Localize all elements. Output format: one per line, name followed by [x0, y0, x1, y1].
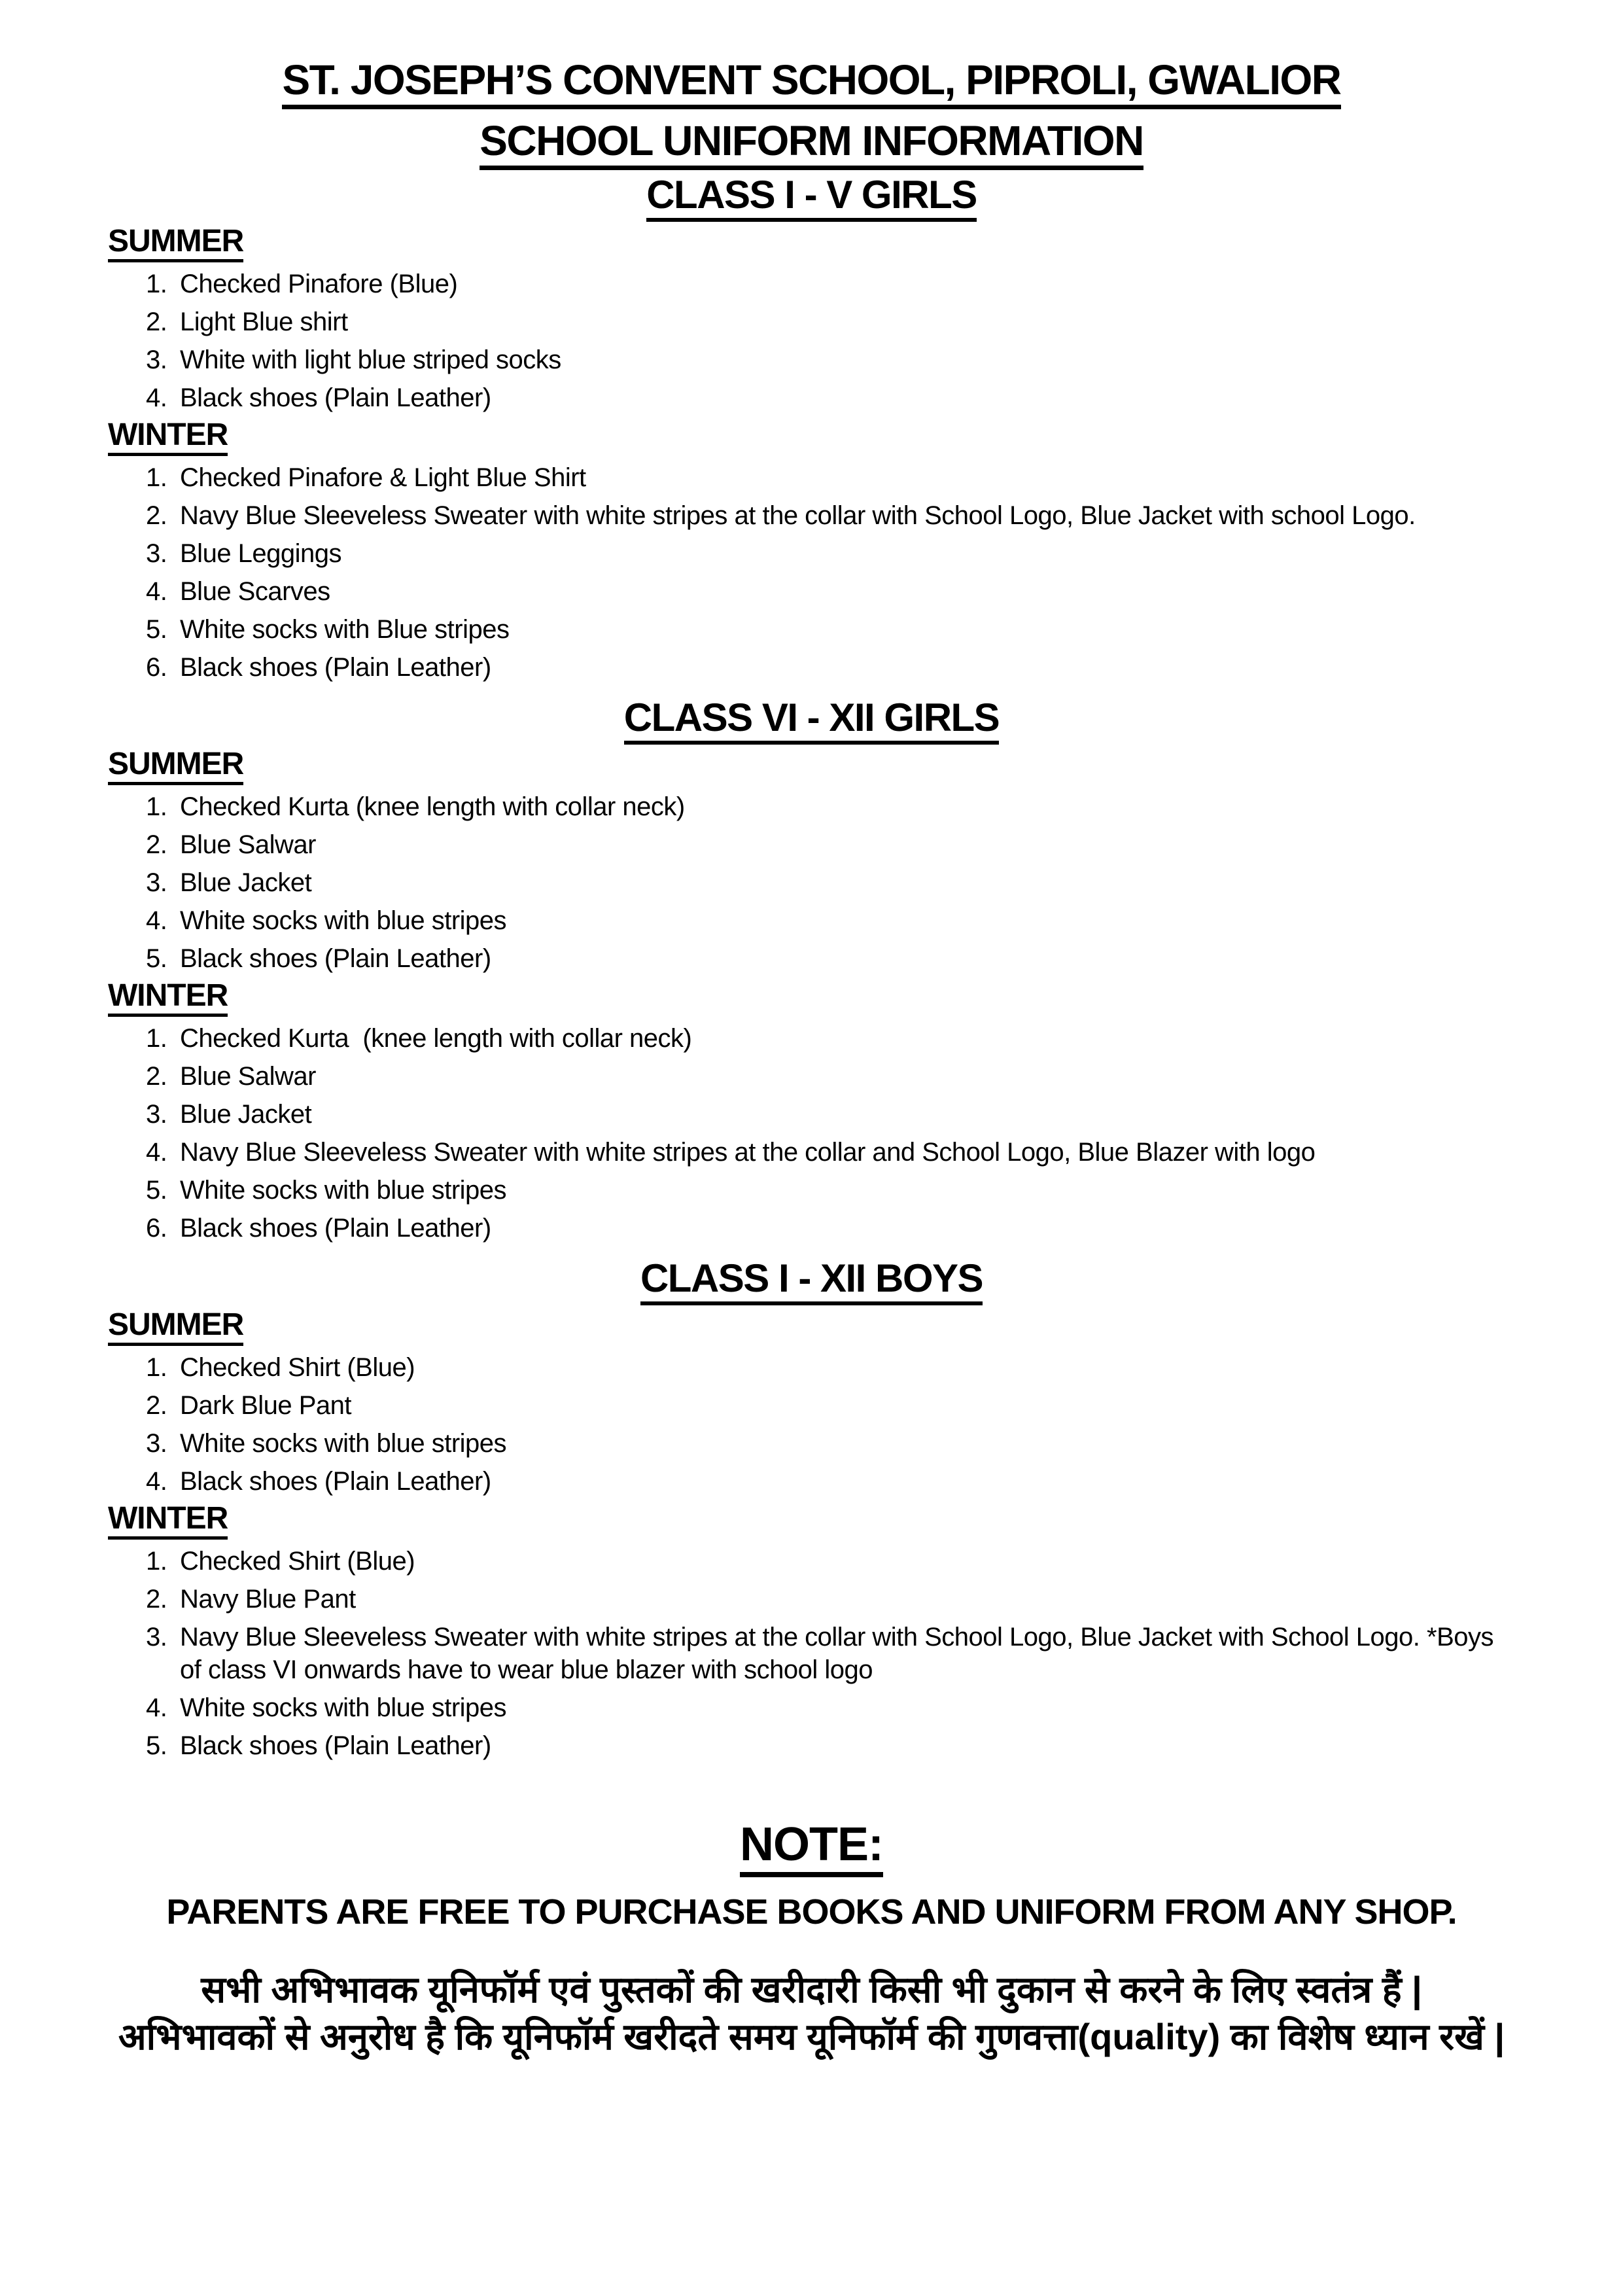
list-item [146, 1212, 1515, 1245]
uniform-list [146, 1022, 1515, 1245]
list-item-text: White socks with blue stripes [180, 1429, 507, 1458]
list-item-text: Blue Salwar [180, 830, 316, 859]
list-item-number: 3. [146, 1429, 167, 1458]
list-item-number: 5. [146, 1176, 167, 1205]
list-item-number: 4. [146, 1467, 167, 1496]
list-item-text: Navy Blue Sleeveless Sweater with white stripes at the collar with School Logo, Blue Jacket with School Logo. *Boys of class VI onwards have to wear blue blazer with school logo [180, 1623, 1501, 1684]
list-item-text: Black shoes (Plain Leather) [180, 1467, 491, 1496]
list-item-text: Black shoes (Plain Leather) [180, 383, 491, 412]
list-item [146, 1351, 1515, 1384]
list-item-text: White socks with blue stripes [180, 1693, 507, 1722]
list-item-text: Blue Jacket [180, 1100, 312, 1129]
season-heading-text: WINTER [108, 419, 228, 456]
list-item-number: 5. [146, 615, 167, 644]
note-parents-line: PARENTS ARE FREE TO PURCHASE BOOKS AND UNIFORM FROM ANY SHOP. [166, 1892, 1457, 1932]
list-item-number: 1. [146, 270, 167, 298]
list-item [146, 344, 1515, 376]
uniform-list [146, 1545, 1515, 1762]
list-item [146, 1691, 1515, 1724]
section-heading-class-6-12-girls [108, 698, 1515, 745]
season-heading-winter [108, 980, 1515, 1017]
list-item-text: Checked Shirt (Blue) [180, 1547, 415, 1576]
list-item-number: 4. [146, 577, 167, 606]
list-item-number: 2. [146, 1391, 167, 1420]
list-item [146, 1098, 1515, 1131]
list-item-text: Black shoes (Plain Leather) [180, 1214, 491, 1243]
list-item-number: 1. [146, 1353, 167, 1382]
section-heading-text: CLASS I - V GIRLS [646, 175, 977, 222]
list-item-text: Checked Shirt (Blue) [180, 1353, 415, 1382]
list-item-number: 2. [146, 1062, 167, 1091]
list-item-number: 6. [146, 1214, 167, 1243]
section-heading-text: CLASS I - XII BOYS [640, 1259, 983, 1305]
list-item-text: Blue Salwar [180, 1062, 316, 1091]
list-item-number: 3. [146, 1623, 167, 1651]
list-item [146, 1621, 1515, 1686]
uniform-list [146, 790, 1515, 975]
list-item [146, 1583, 1515, 1616]
list-item-text: White socks with blue stripes [180, 1176, 507, 1205]
season-heading-text: WINTER [108, 980, 228, 1017]
list-item-number: 1. [146, 1547, 167, 1576]
list-item [146, 1022, 1515, 1055]
season-heading-text: SUMMER [108, 226, 243, 262]
note-hindi-paragraph-2: अभिभावकों से अनुरोध है कि यूनिफॉर्म खरीदते समय यूनिफॉर्म की गुणवत्ता(quality) का विशेष ध्यान रखें | [118, 2016, 1505, 2058]
list-item-text: Black shoes (Plain Leather) [180, 1731, 491, 1760]
list-item [146, 1060, 1515, 1093]
list-item-text: Navy Blue Sleeveless Sweater with white stripes at the collar and School Logo, Blue Blazer with logo [180, 1138, 1316, 1167]
uniform-list [146, 268, 1515, 414]
list-item-text: Black shoes (Plain Leather) [180, 944, 491, 973]
page-subtitle-text: SCHOOL UNIFORM INFORMATION [480, 120, 1143, 170]
list-item-number: 2. [146, 1585, 167, 1614]
list-item [146, 268, 1515, 300]
list-item [146, 1174, 1515, 1207]
list-item [146, 306, 1515, 338]
season-heading-text: SUMMER [108, 749, 243, 785]
list-item-text: Light Blue shirt [180, 308, 348, 336]
note-heading-text: NOTE: [740, 1821, 883, 1877]
list-item-number: 1. [146, 1024, 167, 1053]
list-item-number: 4. [146, 1693, 167, 1722]
list-item-text: White socks with blue stripes [180, 906, 507, 935]
list-item-number: 3. [146, 539, 167, 568]
list-item-text: Navy Blue Pant [180, 1585, 356, 1614]
uniform-list [146, 1351, 1515, 1498]
list-item [146, 613, 1515, 646]
list-item-number: 2. [146, 830, 167, 859]
list-item-text: Blue Leggings [180, 539, 342, 568]
list-item [146, 461, 1515, 494]
list-item [146, 1545, 1515, 1578]
section-heading-class-1-12-boys [108, 1256, 1515, 1305]
list-item-number: 4. [146, 906, 167, 935]
list-item [146, 651, 1515, 684]
season-heading-winter [108, 1503, 1515, 1540]
list-item-number: 5. [146, 944, 167, 973]
list-item-text: Checked Pinafore (Blue) [180, 270, 458, 298]
list-item-number: 2. [146, 501, 167, 530]
list-item [146, 904, 1515, 937]
note-hindi-paragraph-1: सभी अभिभावक यूनिफॉर्म एवं पुस्तकों की खरीदारी किसी भी दुकान से करने के लिए स्वतंत्र हैं | [201, 1969, 1422, 2011]
list-item-text: Checked Kurta (knee length with collar neck) [180, 1024, 692, 1053]
list-item [146, 1427, 1515, 1460]
list-item-text: Dark Blue Pant [180, 1391, 352, 1420]
season-heading-text: SUMMER [108, 1309, 243, 1346]
list-item [146, 381, 1515, 414]
list-item [146, 1389, 1515, 1422]
list-item-text: Blue Jacket [180, 868, 312, 897]
page-subtitle [108, 117, 1515, 170]
list-item-number: 1. [146, 463, 167, 492]
list-item-text: White with light blue striped socks [180, 345, 561, 374]
list-item-number: 4. [146, 1138, 167, 1167]
season-heading-summer [108, 1309, 1515, 1346]
page-title [108, 56, 1515, 109]
list-item [146, 828, 1515, 861]
season-heading-summer [108, 749, 1515, 785]
note-section [108, 1818, 1515, 2060]
list-item-number: 2. [146, 308, 167, 336]
list-item-text: Black shoes (Plain Leather) [180, 653, 491, 682]
list-item-number: 6. [146, 653, 167, 682]
list-item-text: White socks with Blue stripes [180, 615, 510, 644]
list-item [146, 537, 1515, 570]
list-item-number: 1. [146, 792, 167, 821]
list-item-text: Checked Kurta (knee length with collar neck) [180, 792, 685, 821]
list-item [146, 1729, 1515, 1762]
list-item-number: 3. [146, 1100, 167, 1129]
list-item-text: Blue Scarves [180, 577, 330, 606]
note-heading [108, 1818, 1515, 1877]
list-item [146, 499, 1515, 532]
page-title-text: ST. JOSEPH’S CONVENT SCHOOL, PIPROLI, GWALIOR [282, 59, 1340, 109]
list-item-number: 3. [146, 345, 167, 374]
season-heading-winter [108, 419, 1515, 456]
list-item-number: 3. [146, 868, 167, 897]
list-item [146, 942, 1515, 975]
section-heading-text: CLASS VI - XII GIRLS [624, 698, 999, 745]
list-item [146, 1465, 1515, 1498]
list-item-number: 5. [146, 1731, 167, 1760]
list-item-text: Navy Blue Sleeveless Sweater with white stripes at the collar with School Logo, Blue Jacket with school Logo. [180, 501, 1416, 530]
uniform-list [146, 461, 1515, 684]
section-heading-class-1-5-girls [108, 175, 1515, 222]
list-item-number: 4. [146, 383, 167, 412]
season-heading-summer [108, 226, 1515, 262]
list-item [146, 1136, 1515, 1169]
list-item-text: Checked Pinafore & Light Blue Shirt [180, 463, 586, 492]
list-item [146, 866, 1515, 899]
season-heading-text: WINTER [108, 1503, 228, 1540]
list-item [146, 575, 1515, 608]
list-item [146, 790, 1515, 823]
